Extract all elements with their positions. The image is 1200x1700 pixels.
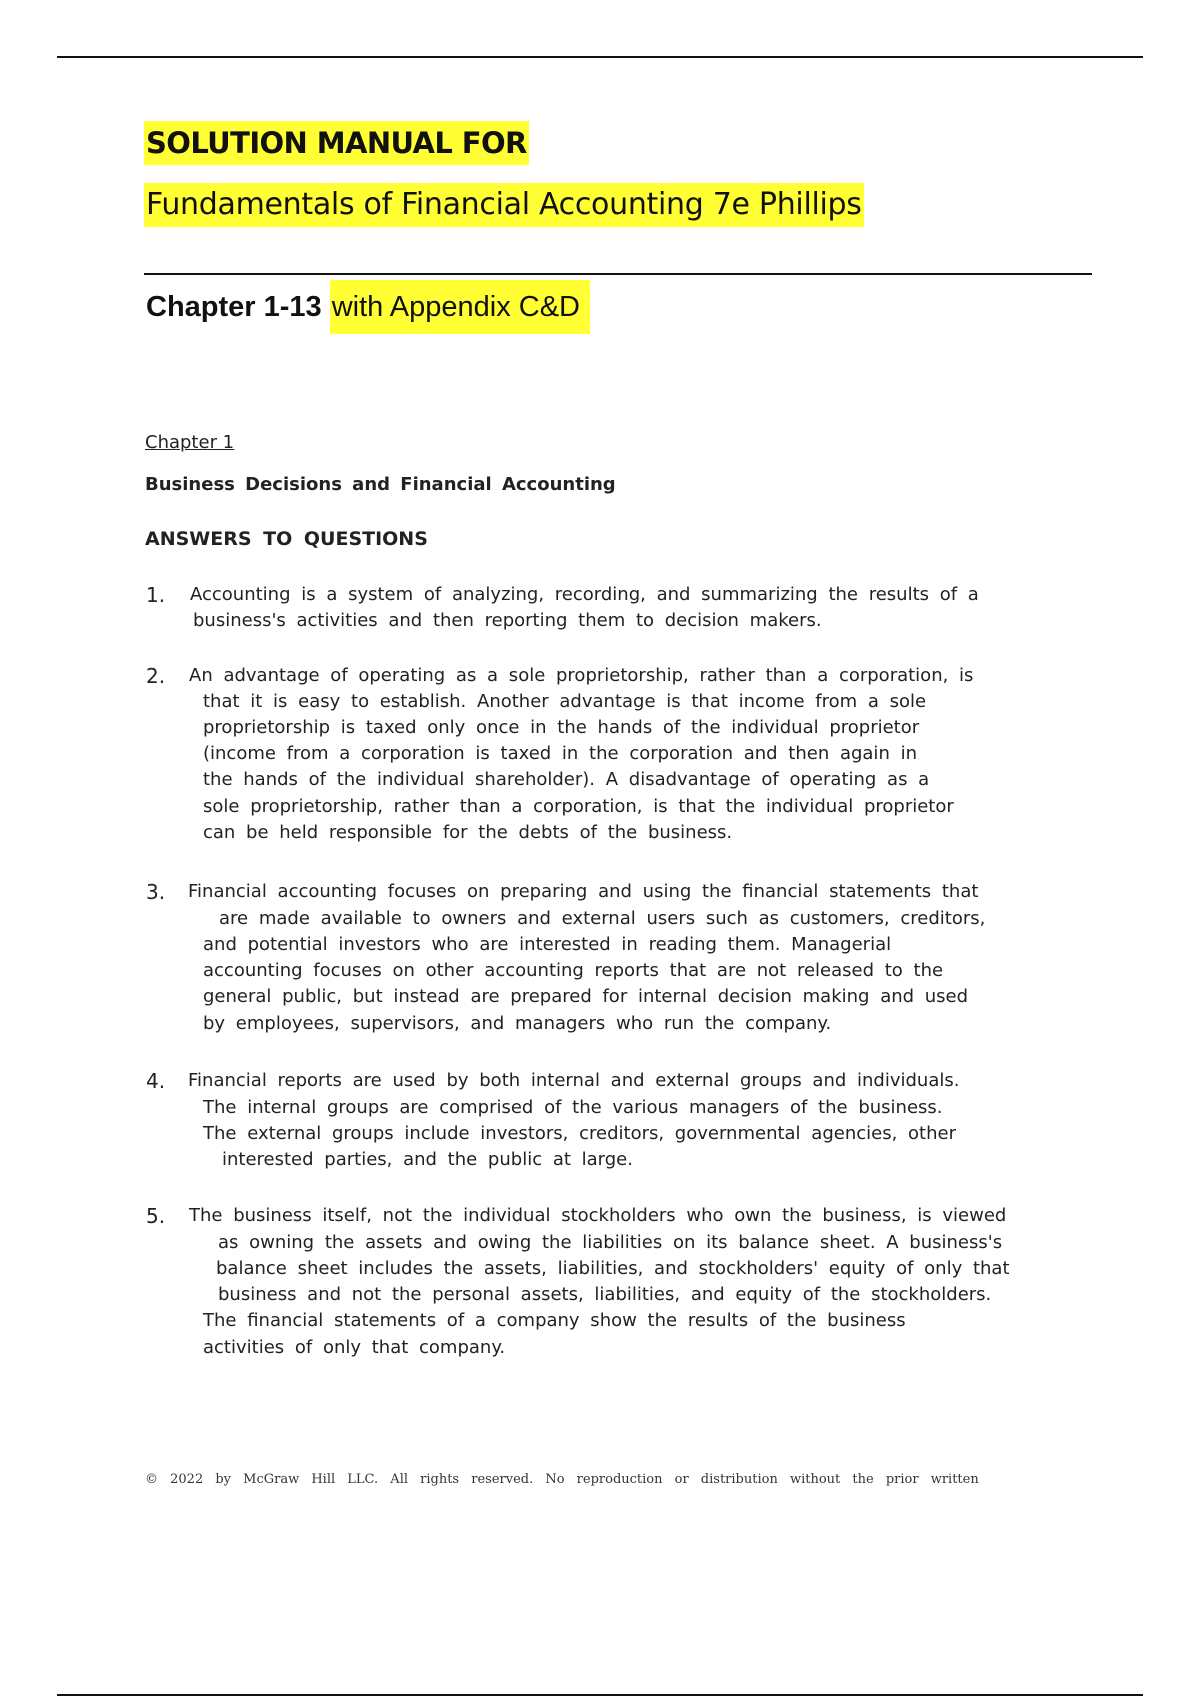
chapter-range-heading [146,280,590,334]
question-line: business and not the personal assets, liabilities, and equity of the stockholders. [218,1284,992,1305]
chapter-label: Chapter 1 [145,432,235,453]
question-line: as owning the assets and owing the liabilities on its balance sheet. A business's [218,1232,1003,1253]
section-heading: ANSWERS TO QUESTIONS [145,528,428,550]
top-rule [57,56,1143,58]
question-line: balance sheet includes the assets, liabilities, and stockholders' equity of only that [216,1258,1010,1279]
question-line: interested parties, and the public at large. [222,1149,633,1170]
question-line: sole proprietorship, rather than a corporation, is that the individual proprietor [203,796,954,817]
document-subtitle: Fundamentals of Financial Accounting 7e Phillips [144,183,864,227]
question-line: the hands of the individual shareholder). A disadvantage of operating as a [203,769,930,790]
question-line: accounting focuses on other accounting reports that are not released to the [203,960,944,981]
question-line: An advantage of operating as a sole proprietorship, rather than a corporation, is [189,665,974,686]
question-line: are made available to owners and external users such as customers, creditors, [219,908,986,929]
question-line: The external groups include investors, creditors, governmental agencies, other [203,1123,956,1144]
question-line: Accounting is a system of analyzing, recording, and summarizing the results of a [190,584,979,605]
question-line: Financial reports are used by both internal and external groups and individuals. [188,1070,960,1091]
chapter-title: Business Decisions and Financial Accounting [145,474,616,495]
question-line: by employees, supervisors, and managers who run the company. [203,1013,832,1034]
chapter-range: Chapter 1-13 [146,291,322,323]
question-line: and potential investors who are interested in reading them. Managerial [203,934,892,955]
appendix-note: with Appendix C&D [330,280,590,334]
question-line: that it is easy to establish. Another advantage is that income from a sole [203,691,927,712]
question-line: general public, but instead are prepared for internal decision making and used [203,986,969,1007]
question-number: 4. [146,1069,166,1093]
question-line: activities of only that company. [203,1337,506,1358]
question-line: The financial statements of a company show the results of the business [203,1310,906,1331]
question-line: proprietorship is taxed only once in the hands of the individual proprietor [203,717,920,738]
question-number: 3. [146,880,166,904]
question-line: business's activities and then reporting them to decision makers. [193,610,822,631]
question-line: The internal groups are comprised of the various managers of the business. [203,1097,943,1118]
question-line: can be held responsible for the debts of the business. [203,822,733,843]
copyright-footer: © 2022 by McGraw Hill LLC. All rights reserved. No reproduction or distribution without the prior written [145,1472,979,1487]
question-line: (income from a corporation is taxed in the corporation and then again in [203,743,917,764]
bottom-rule [57,1694,1143,1696]
document-title: SOLUTION MANUAL FOR [144,121,529,165]
question-line: Financial accounting focuses on preparing and using the financial statements that [188,881,979,902]
question-number: 5. [146,1204,166,1228]
title-divider [144,273,1092,275]
question-line: The business itself, not the individual stockholders who own the business, is viewed [189,1205,1007,1226]
question-number: 2. [146,664,166,688]
question-number: 1. [146,583,166,607]
